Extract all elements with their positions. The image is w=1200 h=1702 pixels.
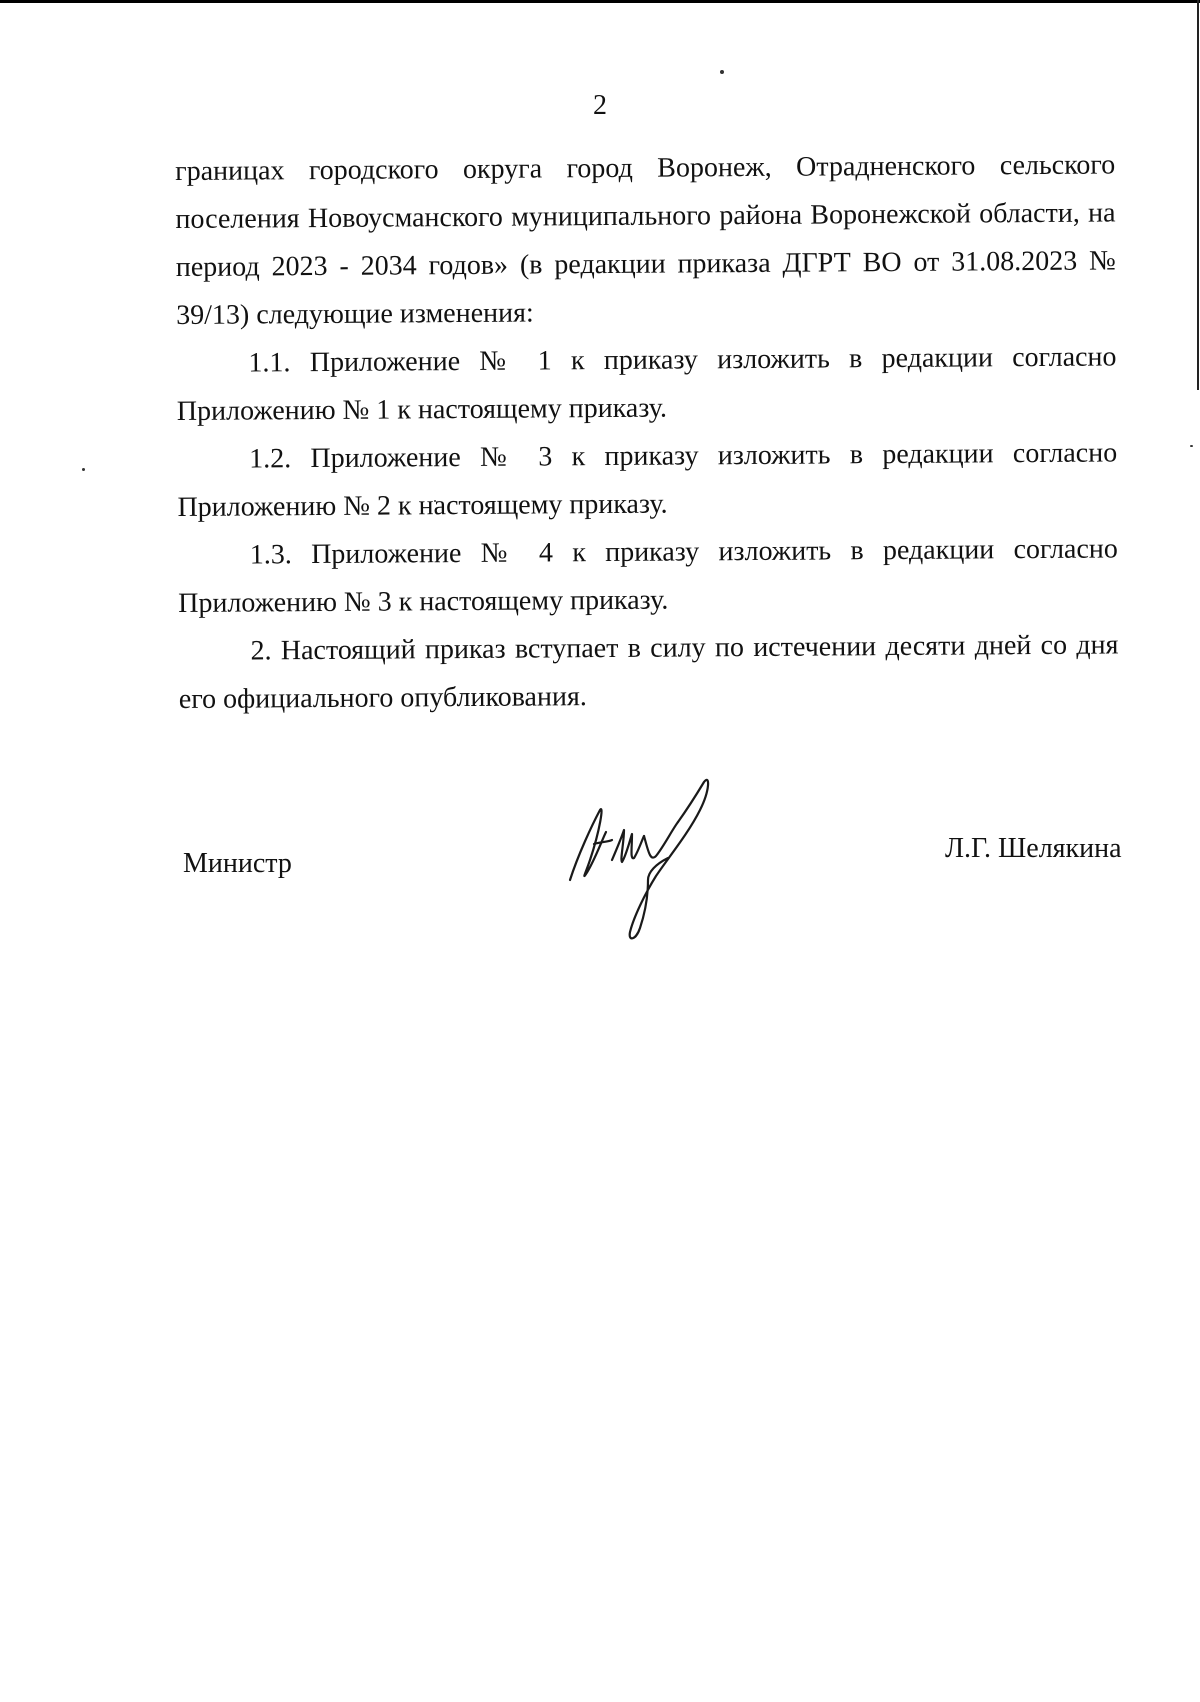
page-number: 2 [593, 90, 607, 121]
signatory-title: Министр [183, 848, 292, 879]
paragraph-1-1: 1.1. Приложение № 1 к приказу изложить в редакции согласно Приложению № 1 к настоящему приказу. [176, 341, 1117, 427]
paragraph-1-2: 1.2. Приложение № 3 к приказу изложить в редакции согласно Приложению № 2 к настоящему приказу. [177, 437, 1118, 523]
handwritten-signature [560, 770, 730, 950]
paragraph-1-3: 1.3. Приложение № 4 к приказу изложить в редакции согласно Приложению № 3 к настоящему приказу. [178, 533, 1118, 619]
signatory-name: Л.Г. Шелякина [945, 833, 1122, 864]
paragraph-2: 2. Настоящий приказ вступает в силу по истечении десяти дней со дня его официального опубликования. [178, 629, 1119, 715]
paragraph-intro: границах городского округа город Воронеж, Отрадненского сельского поселения Новоусманского муниципального района Воронежской области, на период 2023 - 2034 годов» (в редакции приказа ДГРТ ВО от 31.08.2023 № 39/13) следующие изменения: [175, 149, 1116, 331]
